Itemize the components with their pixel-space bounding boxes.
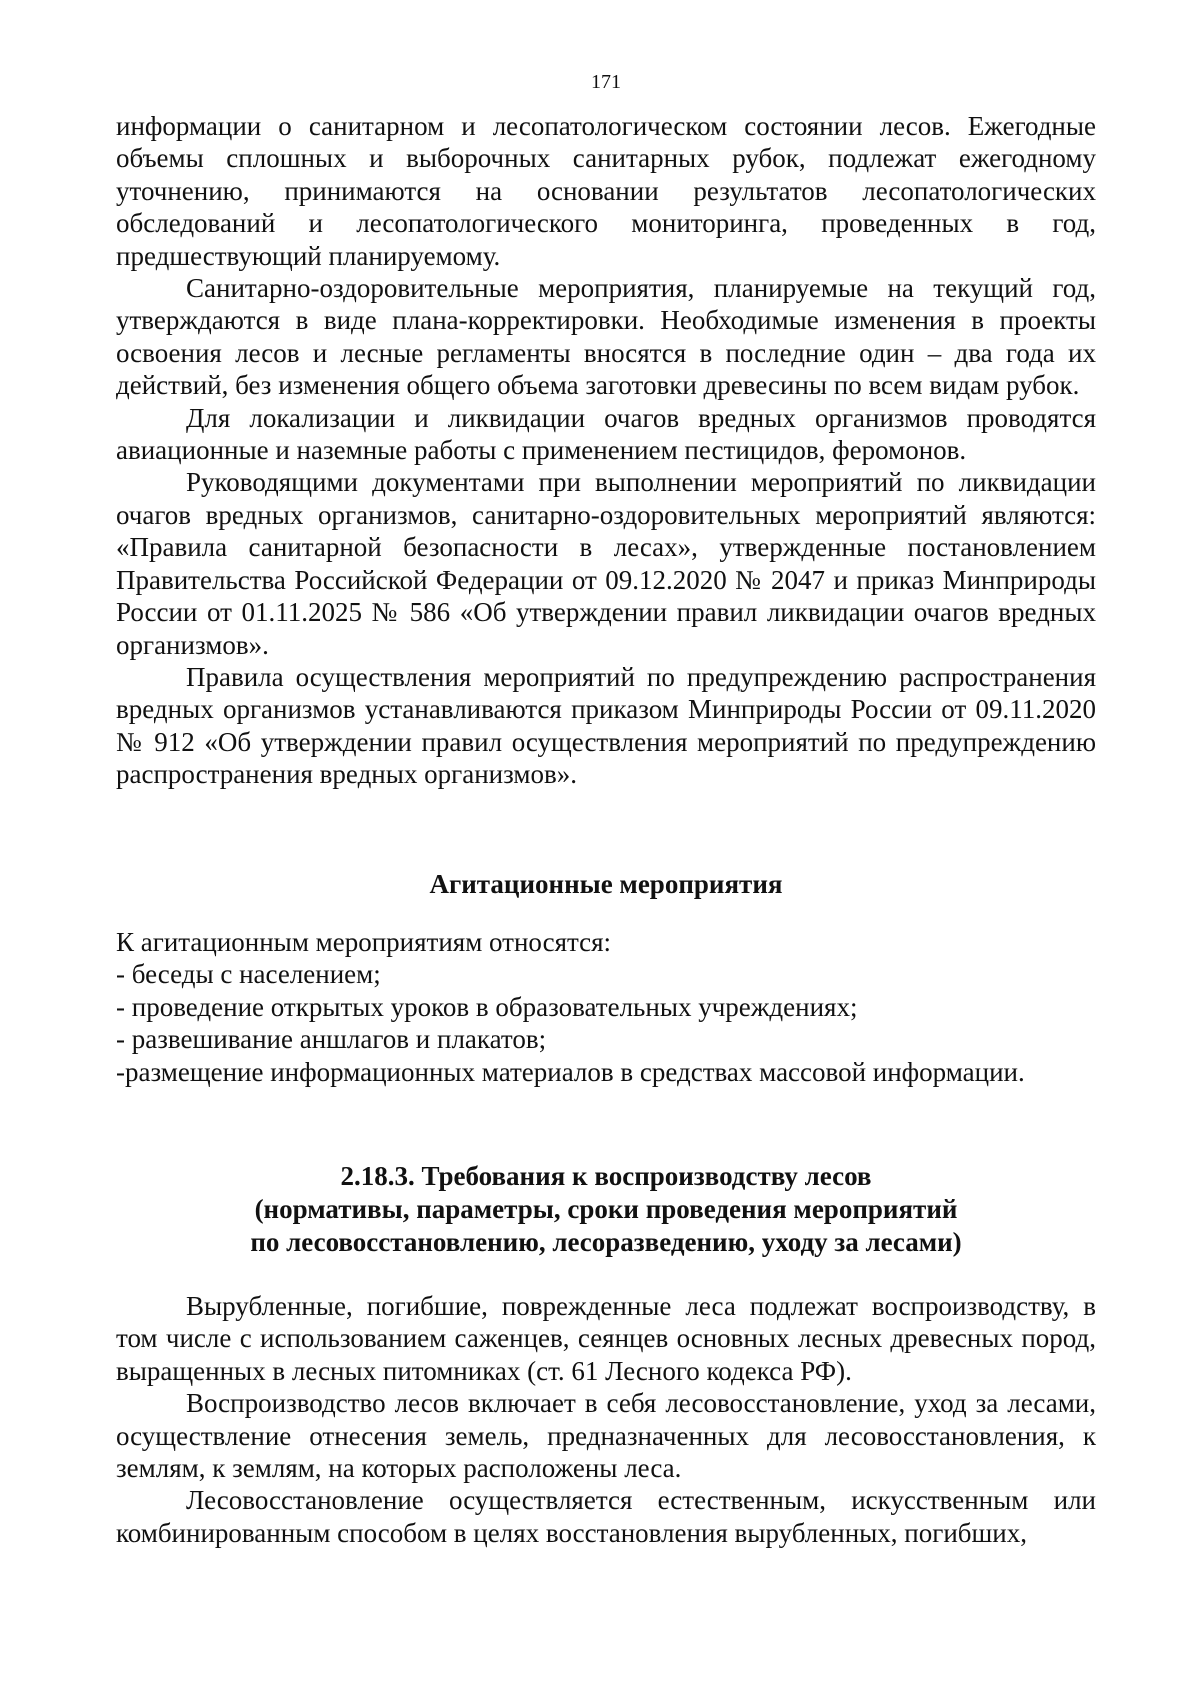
paragraph: Воспроизводство лесов включает в себя лесовосстановление, уход за лесами, осуществление отнесения земель, предназначенных для лесовосстановления, к землям, к землям, на которых расположены леса. (116, 1388, 1096, 1484)
body-text-bottom (116, 1290, 1096, 1549)
list-item: -размещение информационных материалов в средствах массовой информации. (116, 1056, 1025, 1087)
paragraph: информации о санитарном и лесопатологическом состоянии лесов. Ежегодные объемы сплошных и выборочных санитарных рубок, подлежат ежегодному уточнению, принимаются на основании результатов лесопатологических обследований и лесопатологического мониторинга, проведенных в год, предшествующий планируемому. (116, 111, 1096, 271)
agitation-list (116, 926, 1096, 1088)
paragraph: Санитарно-оздоровительные мероприятия, планируемые на текущий год, утверждаются в виде плана-корректировки. Необходимые изменения в проекты освоения лесов и лесные регламенты вносятся в последние один – два года их действий, без изменения общего объема заготовки древесины по всем видам рубок. (116, 273, 1096, 401)
list-intro: К агитационным мероприятиям относятся: (116, 927, 612, 957)
paragraph: Лесовосстановление осуществляется естественным, искусственным или комбинированным способом в целях восстановления вырубленных, погибших, (116, 1485, 1096, 1548)
section-heading (116, 1160, 1096, 1259)
body-text-top (116, 110, 1096, 791)
agitation-heading: Агитационные мероприятия (429, 869, 783, 899)
paragraph: Руководящими документами при выполнении мероприятий по ликвидации очагов вредных организмов, санитарно-оздоровительных мероприятий являются: «Правила санитарной безопасности в лесах», утвержденные постановлением Правительства Российской Федерации от 09.12.2020 № 2047 и приказ Минприроды России от 01.11.2025 № 586 «Об утверждении правил ликвидации очагов вредных организмов». (116, 467, 1096, 660)
paragraph: Вырубленные, погибшие, поврежденные леса подлежат воспроизводству, в том числе с использованием саженцев, сеянцев основных лесных древесных пород, выращенных в лесных питомниках (ст. 61 Лесного кодекса РФ). (116, 1291, 1096, 1386)
list-item: - проведение открытых уроков в образовательных учреждениях; (116, 991, 858, 1022)
paragraph: Правила осуществления мероприятий по предупреждению распространения вредных организмов устанавливаются приказом Минприроды России от 09.11.2020 № 912 «Об утверждении правил осуществления мероприятий по предупреждению распространения вредных организмов». (116, 661, 1096, 790)
list-item: - развешивание аншлагов и плакатов; (116, 1024, 547, 1055)
section-heading-line: (нормативы, параметры, сроки проведения мероприятий (254, 1194, 958, 1224)
list-item: - беседы с населением; (116, 959, 381, 990)
section-heading-line: 2.18.3. Требования к воспроизводству лесов (340, 1161, 872, 1191)
paragraph: Для локализации и ликвидации очагов вредных организмов проводятся авиационные и наземные работы с применением пестицидов, феромонов. (116, 402, 1096, 466)
page-number: 171 (591, 71, 621, 93)
section-heading-line: по лесовосстановлению, лесоразведению, уходу за лесами) (250, 1227, 962, 1257)
